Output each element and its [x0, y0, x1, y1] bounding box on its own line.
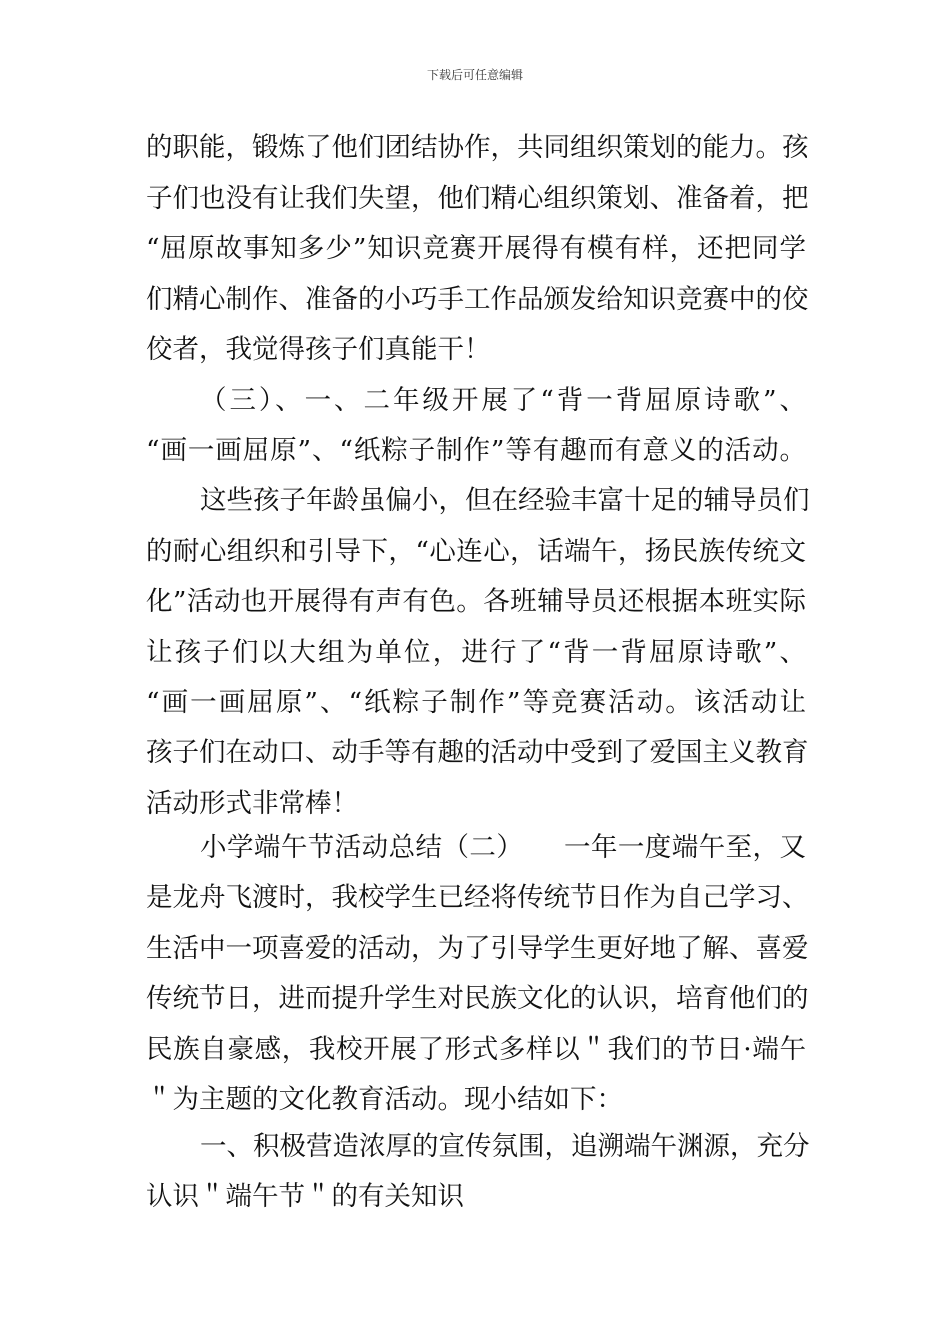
text-line: “画一画屈原”、“纸粽子制作”等有趣而有意义的活动。: [146, 435, 806, 466]
text-line: 小学端午节活动总结（二） 一年一度端午至，又: [200, 832, 806, 863]
text-line: 佼者，我觉得孩子们真能干！: [146, 334, 491, 365]
text-line: 们精心制作、准备的小巧手工作品颁发给知识竞赛中的佼: [146, 284, 809, 315]
text-line: 这些孩子年龄虽偏小，但在经验丰富十足的辅导员们: [200, 485, 810, 516]
text-line: 的职能，锻炼了他们团结协作，共同组织策划的能力。孩: [146, 132, 809, 163]
text-line: 活动形式非常棒！: [146, 788, 358, 819]
text-line: “画一画屈原”、“纸粽子制作”等竞赛活动。该活动让: [146, 687, 806, 718]
text-line: ＂为主题的文化教育活动。现小结如下：: [146, 1084, 623, 1115]
text-line: 的耐心组织和引导下，“心连心，话端午，扬民族传统文: [146, 536, 806, 567]
text-line: “屈原故事知多少”知识竞赛开展得有模有样，还把同学: [146, 233, 806, 264]
page-header-note: 下载后可任意编辑: [426, 68, 523, 82]
text-line: 民族自豪感，我校开展了形式多样以＂我们的节日·端午: [146, 1034, 806, 1065]
text-line: 子们也没有让我们失望，他们精心组织策划、准备着，把: [146, 183, 809, 214]
text-line: 认识＂端午节＂的有关知识: [146, 1181, 464, 1212]
text-line: 化”活动也开展得有声有色。各班辅导员还根据本班实际: [146, 586, 806, 617]
text-line: 让孩子们以大组为单位，进行了“背一背屈原诗歌”、: [146, 637, 806, 668]
text-line: 传统节日，进而提升学生对民族文化的认识，培育他们的: [146, 983, 809, 1014]
text-line: （三）、一、二年级开展了“背一背屈原诗歌”、: [200, 385, 806, 416]
text-line: 孩子们在动口、动手等有趣的活动中受到了爱国主义教育: [146, 737, 809, 768]
text-line: 一、积极营造浓厚的宣传氛围，追溯端午渊源，充分: [200, 1131, 810, 1162]
text-line: 生活中一项喜爱的活动，为了引导学生更好地了解、喜爱: [146, 933, 809, 964]
text-line: 是龙舟飞渡时，我校学生已经将传统节日作为自己学习、: [146, 882, 809, 913]
